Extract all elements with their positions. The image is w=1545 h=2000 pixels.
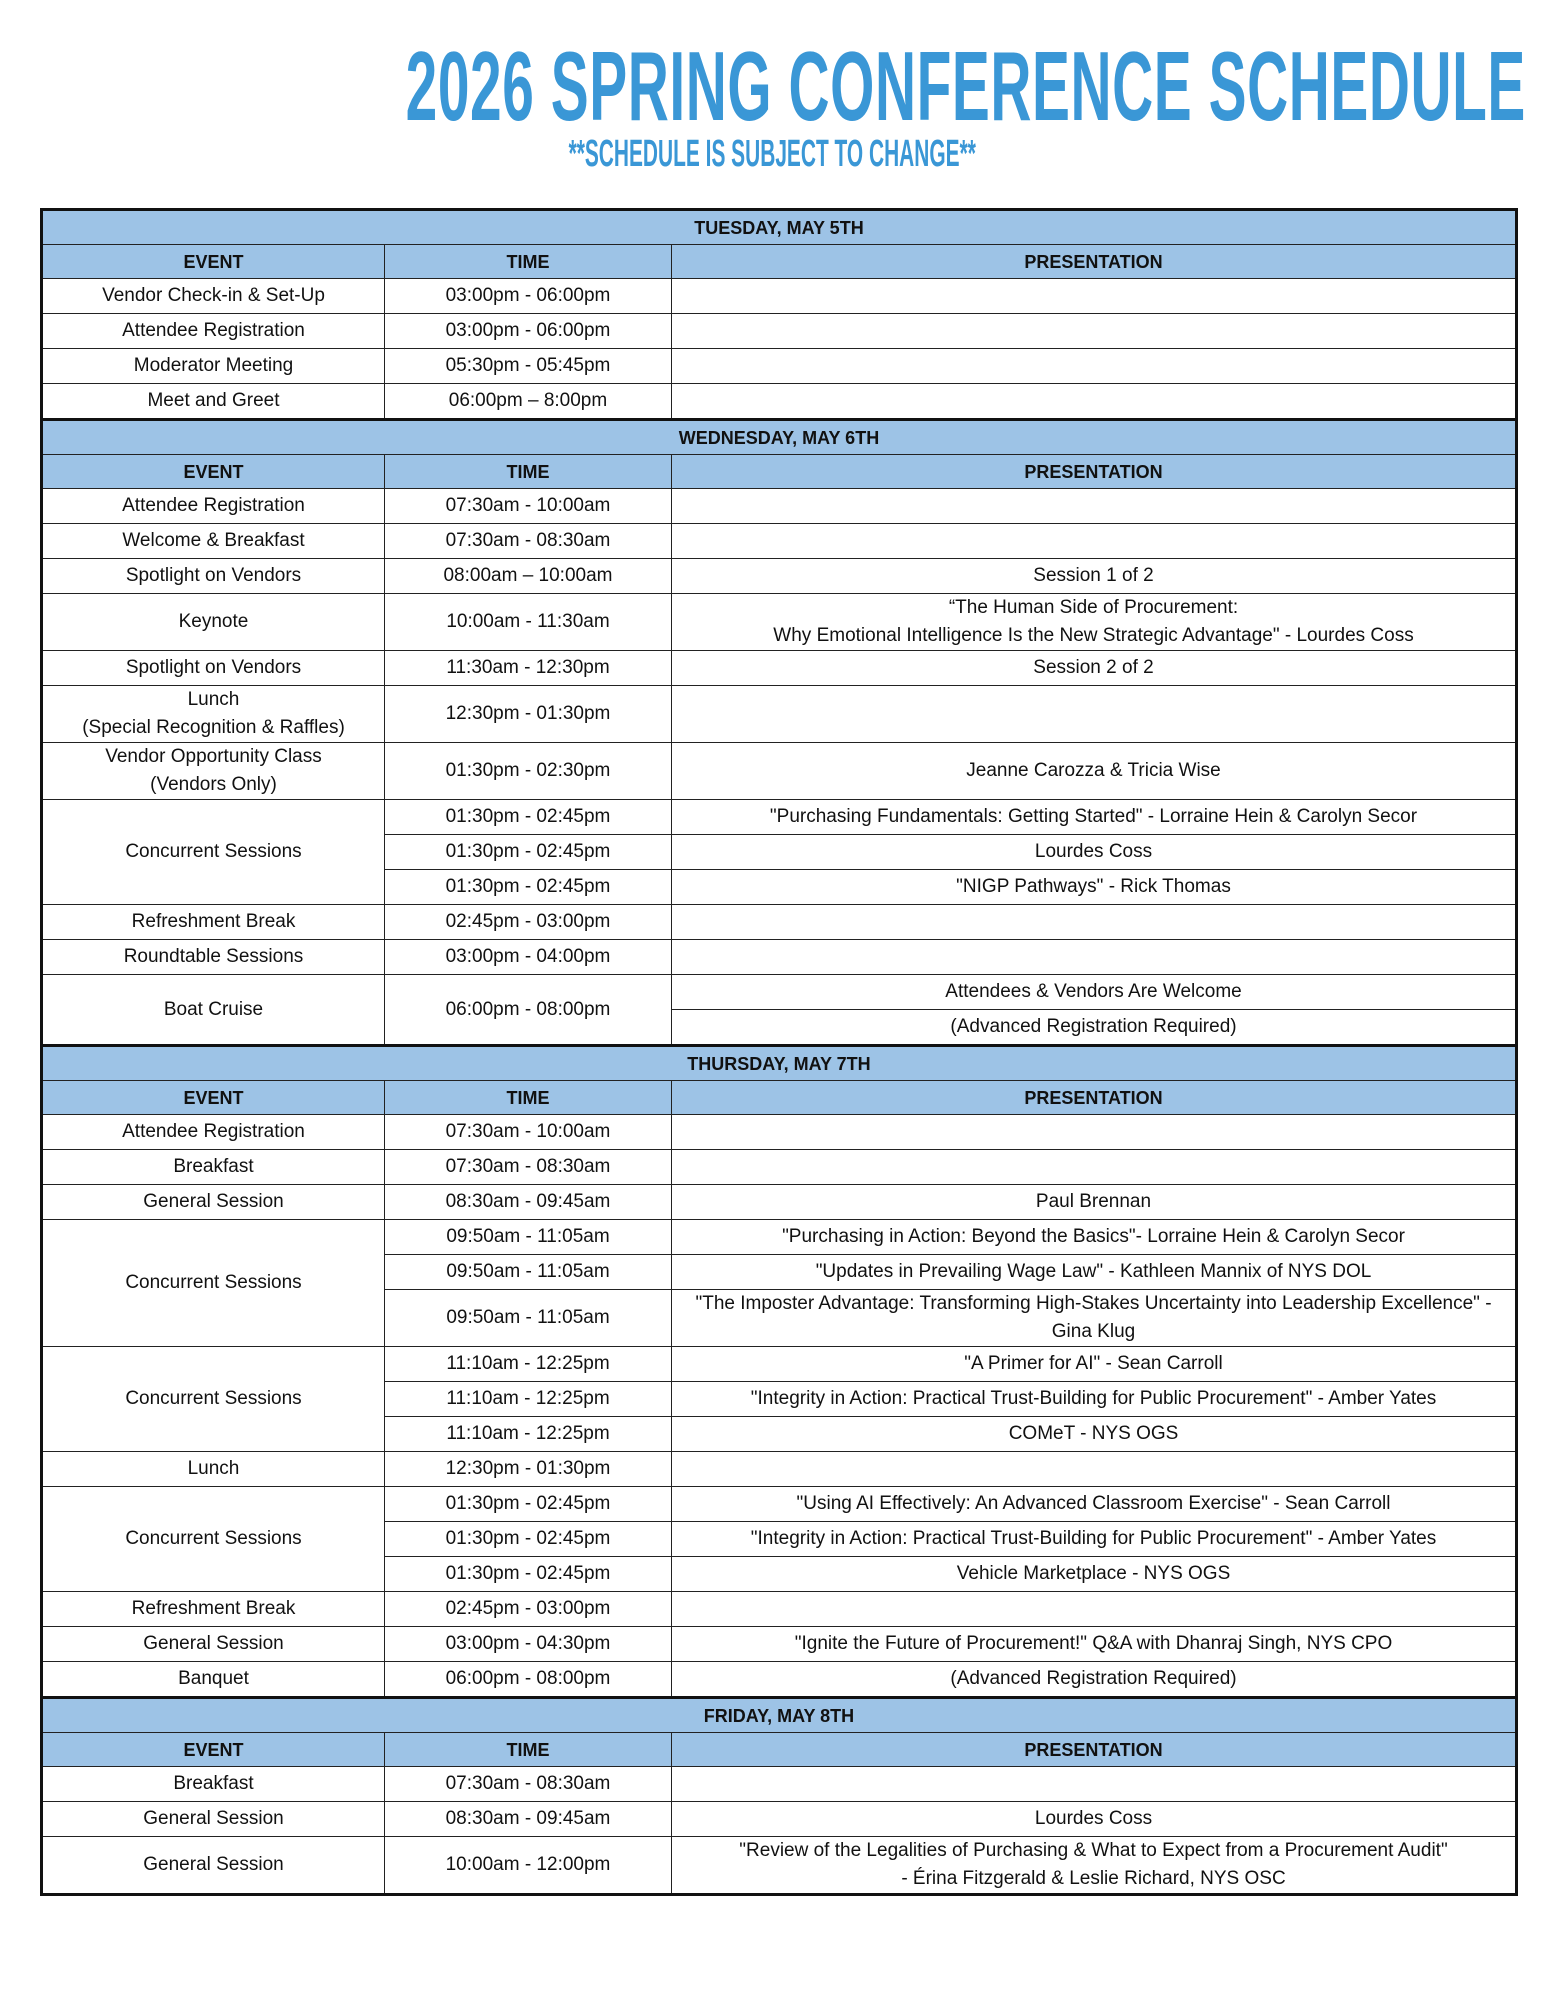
- column-header-presentation: PRESENTATION: [672, 245, 1517, 279]
- time-cell: 09:50am - 11:05am: [385, 1290, 672, 1347]
- column-header-row: [42, 245, 1517, 279]
- time-cell: 01:30pm - 02:45pm: [385, 1487, 672, 1522]
- day-heading: FRIDAY, MAY 8TH: [42, 1698, 1517, 1733]
- presentation-cell: "A Primer for AI" - Sean Carroll: [672, 1347, 1517, 1382]
- subtitle-text: **SCHEDULE IS SUBJECT TO CHANGE**: [568, 133, 977, 175]
- presentation-cell: [672, 1592, 1517, 1627]
- event-cell: Concurrent Sessions: [42, 1220, 385, 1347]
- presentation-cell: "Review of the Legalities of Purchasing & What to Expect from a Procurement Audit" - Érina Fitzgerald & Leslie Richard, NYS OSC: [672, 1837, 1517, 1895]
- event-cell: General Session: [42, 1802, 385, 1837]
- time-cell: 06:00pm - 08:00pm: [385, 1662, 672, 1698]
- time-cell: 11:30am - 12:30pm: [385, 651, 672, 686]
- column-header-presentation: PRESENTATION: [672, 455, 1517, 489]
- event-cell: General Session: [42, 1627, 385, 1662]
- time-cell: 11:10am - 12:25pm: [385, 1417, 672, 1452]
- presentation-cell: [672, 384, 1517, 420]
- presentation-cell: Session 1 of 2: [672, 559, 1517, 594]
- presentation-cell: Lourdes Coss: [672, 835, 1517, 870]
- table-row: [42, 524, 1517, 559]
- schedule-table: [40, 208, 1518, 1896]
- table-row: [42, 940, 1517, 975]
- page-title: [0, 31, 1545, 141]
- presentation-cell: [672, 1150, 1517, 1185]
- table-row: [42, 651, 1517, 686]
- presentation-cell: Paul Brennan: [672, 1185, 1517, 1220]
- presentation-cell: [672, 1452, 1517, 1487]
- event-cell: Welcome & Breakfast: [42, 524, 385, 559]
- presentation-cell: "NIGP Pathways" - Rick Thomas: [672, 870, 1517, 905]
- table-row: [42, 1115, 1517, 1150]
- day-heading: WEDNESDAY, MAY 6TH: [42, 420, 1517, 455]
- time-cell: 07:30am - 10:00am: [385, 489, 672, 524]
- presentation-cell: COMeT - NYS OGS: [672, 1417, 1517, 1452]
- table-row: [42, 1487, 1517, 1522]
- table-row: [42, 1767, 1517, 1802]
- event-cell: Meet and Greet: [42, 384, 385, 420]
- table-row: [42, 1802, 1517, 1837]
- event-cell: Attendee Registration: [42, 314, 385, 349]
- table-row: [42, 314, 1517, 349]
- event-cell: Boat Cruise: [42, 975, 385, 1046]
- presentation-cell: "Purchasing Fundamentals: Getting Started" - Lorraine Hein & Carolyn Secor: [672, 800, 1517, 835]
- page-subtitle: [0, 134, 1545, 174]
- day-header-row: [42, 420, 1517, 455]
- time-cell: 01:30pm - 02:30pm: [385, 743, 672, 800]
- presentation-cell: [672, 905, 1517, 940]
- event-cell: General Session: [42, 1837, 385, 1895]
- presentation-cell: [672, 686, 1517, 743]
- column-header-event: EVENT: [42, 455, 385, 489]
- table-row: [42, 1662, 1517, 1698]
- event-cell: General Session: [42, 1185, 385, 1220]
- time-cell: 06:00pm – 8:00pm: [385, 384, 672, 420]
- presentation-cell: Vehicle Marketplace - NYS OGS: [672, 1557, 1517, 1592]
- event-cell: Breakfast: [42, 1767, 385, 1802]
- event-cell: Lunch: [42, 1452, 385, 1487]
- time-cell: 06:00pm - 08:00pm: [385, 975, 672, 1046]
- event-cell: Attendee Registration: [42, 1115, 385, 1150]
- event-cell: Spotlight on Vendors: [42, 651, 385, 686]
- table-row: [42, 686, 1517, 743]
- time-cell: 08:00am – 10:00am: [385, 559, 672, 594]
- event-cell: Concurrent Sessions: [42, 1487, 385, 1592]
- time-cell: 12:30pm - 01:30pm: [385, 686, 672, 743]
- time-cell: 08:30am - 09:45am: [385, 1802, 672, 1837]
- presentation-cell: [672, 524, 1517, 559]
- table-row: [42, 905, 1517, 940]
- column-header-presentation: PRESENTATION: [672, 1733, 1517, 1767]
- time-cell: 01:30pm - 02:45pm: [385, 800, 672, 835]
- table-row: [42, 743, 1517, 800]
- event-cell: Lunch (Special Recognition & Raffles): [42, 686, 385, 743]
- time-cell: 08:30am - 09:45am: [385, 1185, 672, 1220]
- time-cell: 07:30am - 08:30am: [385, 524, 672, 559]
- presentation-cell: Lourdes Coss: [672, 1802, 1517, 1837]
- event-cell: Attendee Registration: [42, 489, 385, 524]
- event-cell: Refreshment Break: [42, 905, 385, 940]
- time-cell: 03:00pm - 04:30pm: [385, 1627, 672, 1662]
- event-cell: Banquet: [42, 1662, 385, 1698]
- table-row: [42, 559, 1517, 594]
- event-cell: Breakfast: [42, 1150, 385, 1185]
- presentation-cell: “The Human Side of Procurement: Why Emotional Intelligence Is the New Strategic Advantage" - Lourdes Coss: [672, 594, 1517, 651]
- presentation-cell: "Ignite the Future of Procurement!" Q&A with Dhanraj Singh, NYS CPO: [672, 1627, 1517, 1662]
- column-header-time: TIME: [385, 1081, 672, 1115]
- presentation-cell: [672, 279, 1517, 314]
- column-header-event: EVENT: [42, 1081, 385, 1115]
- presentation-cell: [672, 489, 1517, 524]
- presentation-cell: (Advanced Registration Required): [672, 1010, 1517, 1046]
- presentation-cell: [672, 314, 1517, 349]
- event-cell: Vendor Opportunity Class (Vendors Only): [42, 743, 385, 800]
- time-cell: 05:30pm - 05:45pm: [385, 349, 672, 384]
- column-header-row: [42, 1081, 1517, 1115]
- time-cell: 03:00pm - 06:00pm: [385, 314, 672, 349]
- presentation-cell: "Purchasing in Action: Beyond the Basics"- Lorraine Hein & Carolyn Secor: [672, 1220, 1517, 1255]
- time-cell: 07:30am - 08:30am: [385, 1767, 672, 1802]
- table-row: [42, 489, 1517, 524]
- table-row: [42, 1452, 1517, 1487]
- day-heading: THURSDAY, MAY 7TH: [42, 1046, 1517, 1081]
- presentation-cell: [672, 940, 1517, 975]
- event-cell: Concurrent Sessions: [42, 1347, 385, 1452]
- time-cell: 12:30pm - 01:30pm: [385, 1452, 672, 1487]
- time-cell: 03:00pm - 06:00pm: [385, 279, 672, 314]
- event-cell: Roundtable Sessions: [42, 940, 385, 975]
- time-cell: 11:10am - 12:25pm: [385, 1347, 672, 1382]
- column-header-time: TIME: [385, 1733, 672, 1767]
- column-header-time: TIME: [385, 245, 672, 279]
- presentation-cell: "Using AI Effectively: An Advanced Classroom Exercise" - Sean Carroll: [672, 1487, 1517, 1522]
- column-header-event: EVENT: [42, 1733, 385, 1767]
- time-cell: 07:30am - 10:00am: [385, 1115, 672, 1150]
- time-cell: 01:30pm - 02:45pm: [385, 1557, 672, 1592]
- day-heading: TUESDAY, MAY 5TH: [42, 210, 1517, 245]
- time-cell: 10:00am - 12:00pm: [385, 1837, 672, 1895]
- time-cell: 01:30pm - 02:45pm: [385, 835, 672, 870]
- column-header-event: EVENT: [42, 245, 385, 279]
- table-row: [42, 800, 1517, 835]
- event-cell: Concurrent Sessions: [42, 800, 385, 905]
- presentation-cell: "Integrity in Action: Practical Trust-Building for Public Procurement" - Amber Yates: [672, 1382, 1517, 1417]
- presentation-cell: "Updates in Prevailing Wage Law" - Kathleen Mannix of NYS DOL: [672, 1255, 1517, 1290]
- time-cell: 10:00am - 11:30am: [385, 594, 672, 651]
- presentation-cell: Jeanne Carozza & Tricia Wise: [672, 743, 1517, 800]
- event-cell: Refreshment Break: [42, 1592, 385, 1627]
- time-cell: 07:30am - 08:30am: [385, 1150, 672, 1185]
- table-row: [42, 1347, 1517, 1382]
- day-header-row: [42, 210, 1517, 245]
- column-header-row: [42, 455, 1517, 489]
- presentation-cell: "The Imposter Advantage: Transforming High-Stakes Uncertainty into Leadership Excellence" - Gina Klug: [672, 1290, 1517, 1347]
- presentation-cell: Session 2 of 2: [672, 651, 1517, 686]
- presentation-cell: "Integrity in Action: Practical Trust-Building for Public Procurement" - Amber Yates: [672, 1522, 1517, 1557]
- presentation-cell: [672, 1115, 1517, 1150]
- title-text: 2026 SPRING CONFERENCE SCHEDULE: [405, 31, 1526, 141]
- table-row: [42, 279, 1517, 314]
- table-row: [42, 1837, 1517, 1895]
- presentation-cell: (Advanced Registration Required): [672, 1662, 1517, 1698]
- time-cell: 09:50am - 11:05am: [385, 1220, 672, 1255]
- day-header-row: [42, 1698, 1517, 1733]
- table-row: [42, 1627, 1517, 1662]
- time-cell: 01:30pm - 02:45pm: [385, 870, 672, 905]
- day-header-row: [42, 1046, 1517, 1081]
- table-row: [42, 1592, 1517, 1627]
- table-row: [42, 594, 1517, 651]
- table-row: [42, 1220, 1517, 1255]
- time-cell: 09:50am - 11:05am: [385, 1255, 672, 1290]
- table-row: [42, 975, 1517, 1010]
- time-cell: 11:10am - 12:25pm: [385, 1382, 672, 1417]
- time-cell: 03:00pm - 04:00pm: [385, 940, 672, 975]
- event-cell: Moderator Meeting: [42, 349, 385, 384]
- presentation-cell: Attendees & Vendors Are Welcome: [672, 975, 1517, 1010]
- column-header-time: TIME: [385, 455, 672, 489]
- time-cell: 02:45pm - 03:00pm: [385, 905, 672, 940]
- event-cell: Spotlight on Vendors: [42, 559, 385, 594]
- table-row: [42, 1185, 1517, 1220]
- table-row: [42, 384, 1517, 420]
- column-header-row: [42, 1733, 1517, 1767]
- column-header-presentation: PRESENTATION: [672, 1081, 1517, 1115]
- presentation-cell: [672, 349, 1517, 384]
- event-cell: Vendor Check-in & Set-Up: [42, 279, 385, 314]
- event-cell: Keynote: [42, 594, 385, 651]
- time-cell: 02:45pm - 03:00pm: [385, 1592, 672, 1627]
- table-row: [42, 349, 1517, 384]
- presentation-cell: [672, 1767, 1517, 1802]
- time-cell: 01:30pm - 02:45pm: [385, 1522, 672, 1557]
- table-row: [42, 1150, 1517, 1185]
